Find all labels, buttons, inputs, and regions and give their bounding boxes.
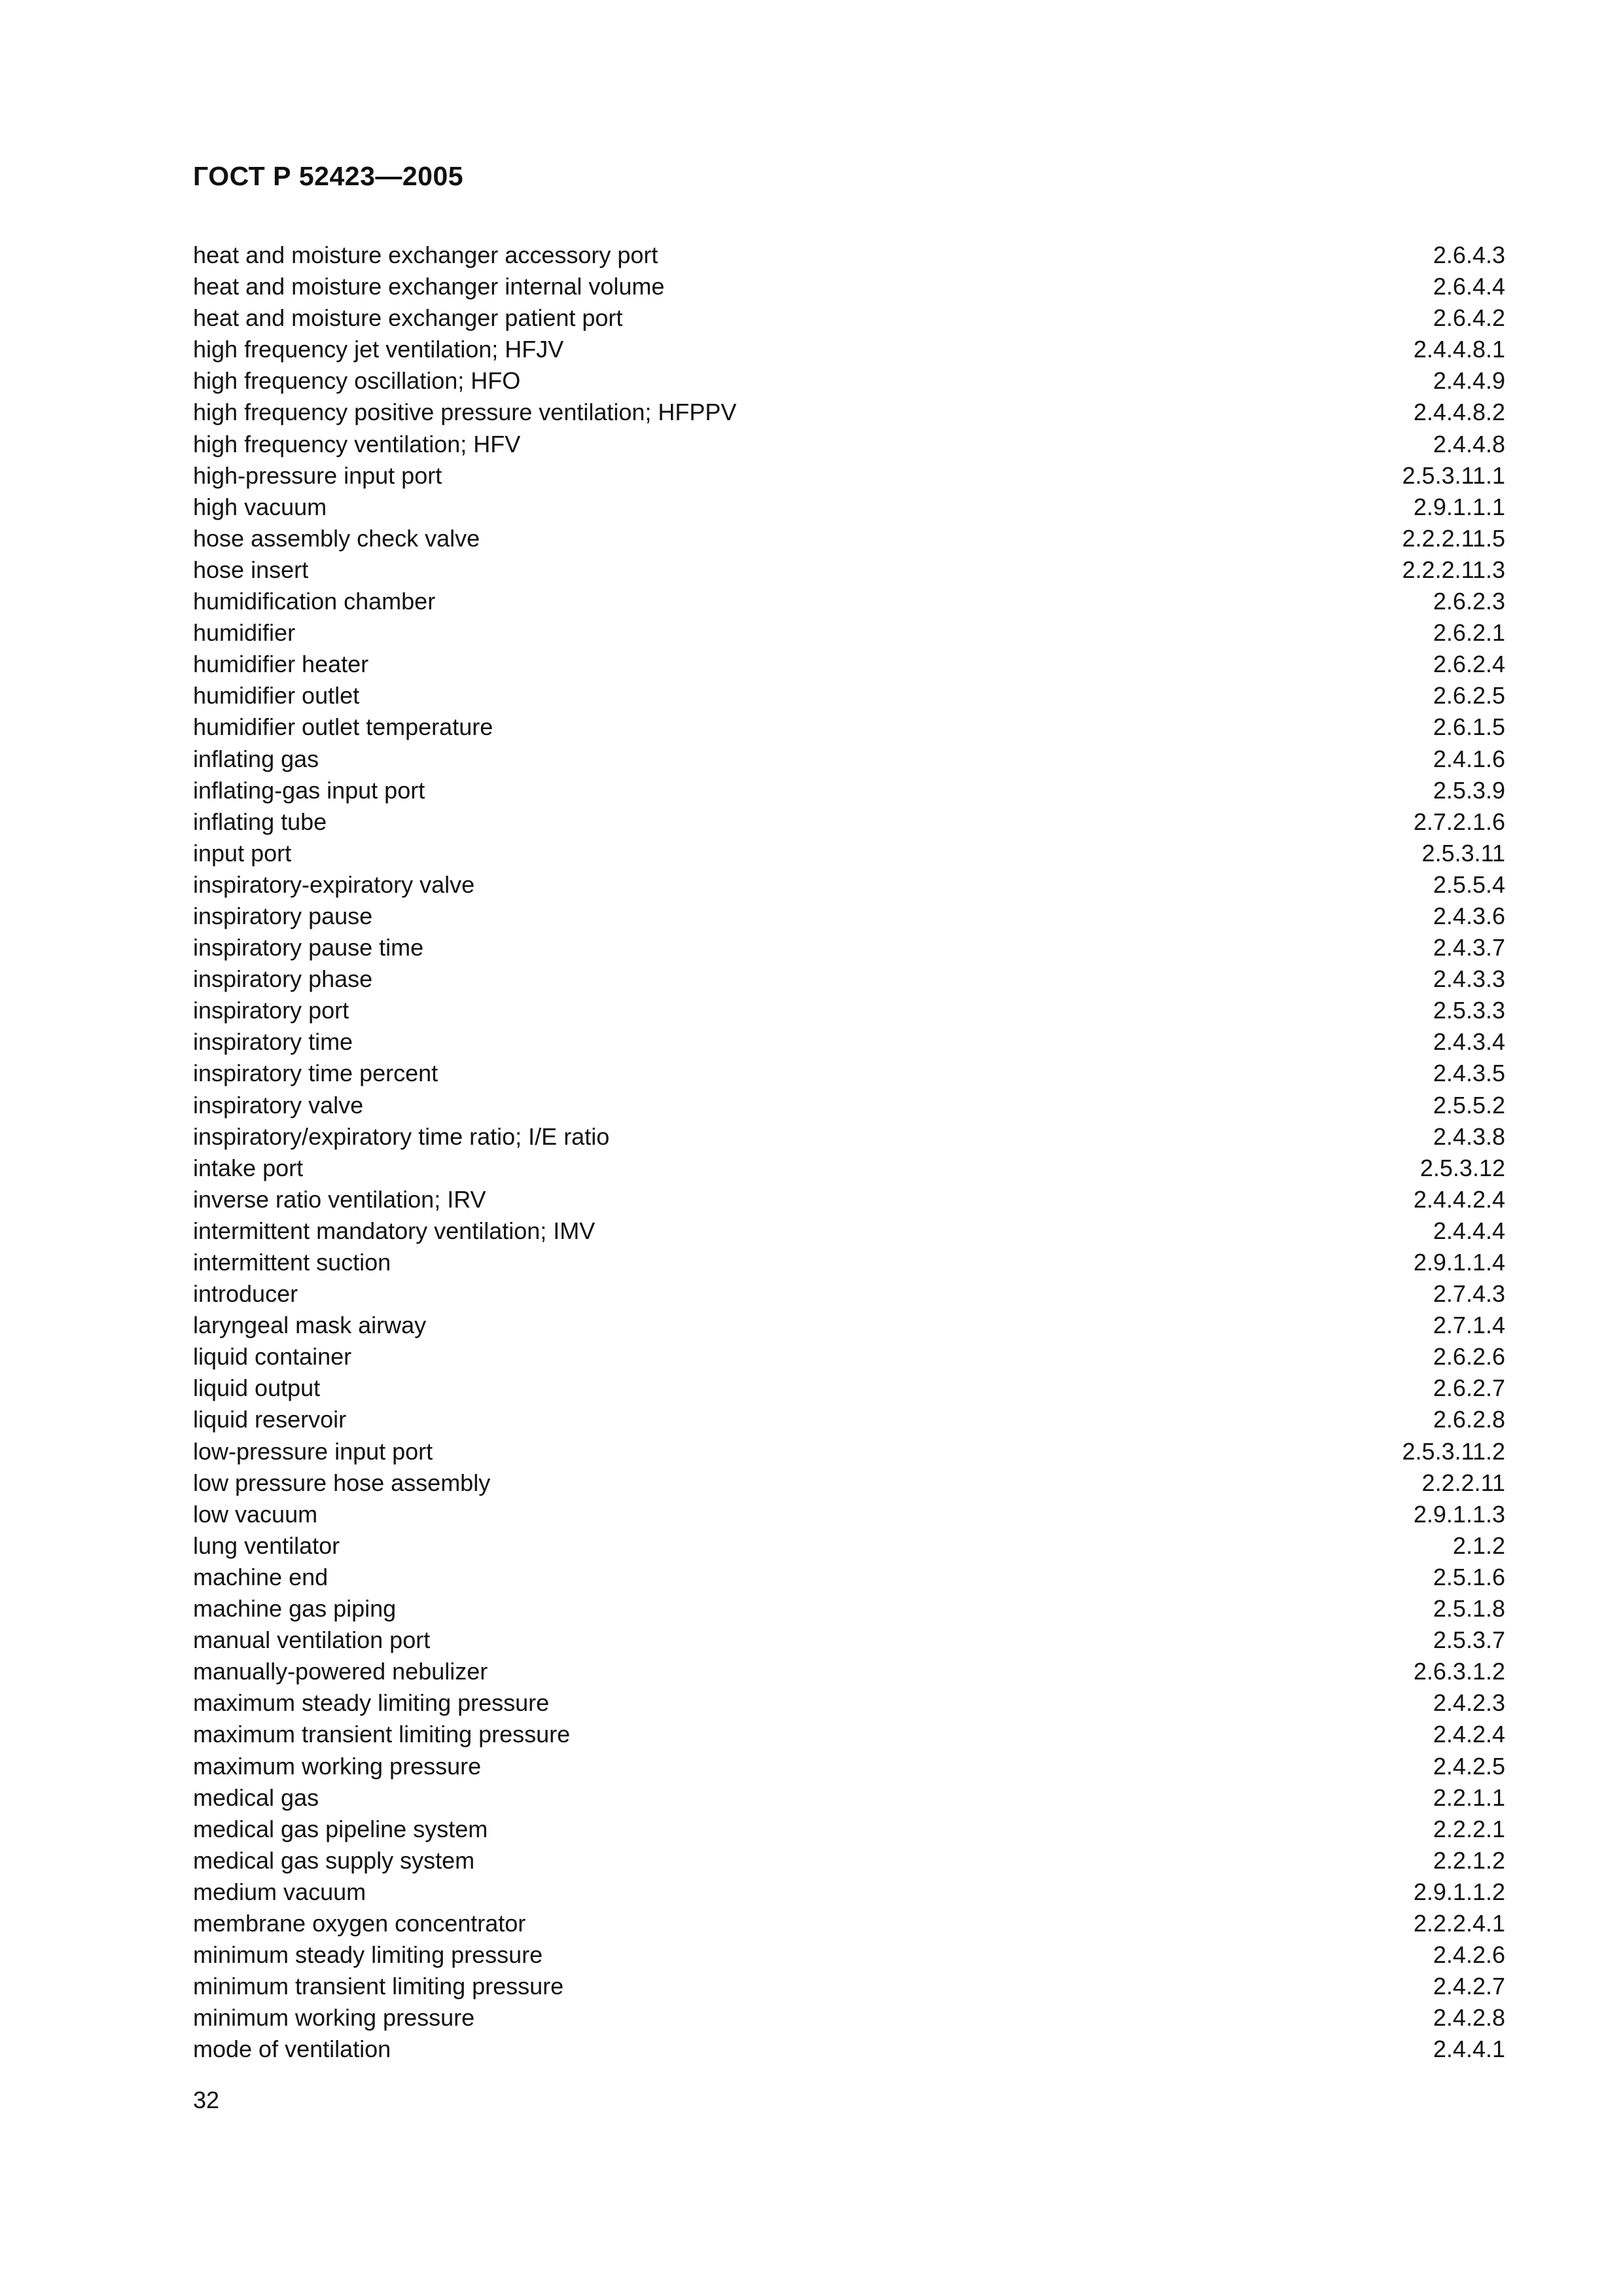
index-term: input port [193, 839, 292, 867]
index-term: maximum steady limiting pressure [193, 1689, 550, 1717]
index-section-ref: 2.7.4.3 [1433, 1280, 1505, 1308]
index-section-ref: 2.9.1.1.3 [1413, 1500, 1505, 1528]
index-section-ref: 2.6.1.5 [1433, 713, 1505, 741]
index-entry [193, 492, 1505, 523]
index-term: inverse ratio ventilation; IRV [193, 1185, 486, 1213]
index-term: liquid container [193, 1343, 352, 1371]
index-section-ref: 2.4.4.8.2 [1413, 399, 1505, 426]
index-term: minimum steady limiting pressure [193, 1941, 543, 1969]
index-term: high vacuum [193, 493, 327, 520]
index-entry [193, 397, 1505, 428]
index-section-ref: 2.5.3.11.2 [1402, 1437, 1505, 1465]
index-term: inflating gas [193, 745, 319, 772]
index-entry [193, 649, 1505, 680]
index-term: low-pressure input port [193, 1437, 433, 1465]
index-entry [193, 240, 1505, 271]
index-term: machine gas piping [193, 1595, 397, 1623]
index-term: high frequency jet ventilation; HFJV [193, 336, 564, 363]
index-entry [193, 1593, 1505, 1624]
index-section-ref: 2.5.1.6 [1433, 1563, 1505, 1590]
index-entry [193, 1530, 1505, 1562]
index-term: inspiratory port [193, 997, 349, 1024]
index-section-ref: 2.5.3.11.1 [1402, 461, 1505, 489]
index-section-ref: 2.5.3.9 [1433, 776, 1505, 804]
index-section-ref: 2.4.3.4 [1433, 1028, 1505, 1056]
index-entry [193, 680, 1505, 711]
index-entry [193, 617, 1505, 649]
index-entry [193, 1814, 1505, 1845]
index-term: inspiratory time percent [193, 1060, 438, 1087]
index-section-ref: 2.6.2.3 [1433, 588, 1505, 615]
index-entry [193, 2002, 1505, 2034]
index-entry [193, 1341, 1505, 1372]
index-term: maximum transient limiting pressure [193, 1721, 571, 1748]
index-entry [193, 1026, 1505, 1058]
alphabetical-term-index [193, 240, 1505, 2065]
index-section-ref: 2.4.4.1 [1433, 2036, 1505, 2063]
index-entry [193, 523, 1505, 554]
index-section-ref: 2.1.2 [1452, 1532, 1505, 1559]
index-entry [193, 271, 1505, 302]
index-term: hose assembly check valve [193, 524, 480, 552]
index-section-ref: 2.4.4.8.1 [1413, 336, 1505, 363]
index-entry [193, 901, 1505, 932]
index-entry [193, 932, 1505, 963]
index-entry [193, 1090, 1505, 1121]
index-entry [193, 1971, 1505, 2002]
index-entry [193, 963, 1505, 995]
index-section-ref: 2.2.1.1 [1433, 1784, 1505, 1811]
index-term: manual ventilation port [193, 1626, 431, 1654]
index-entry [193, 1121, 1505, 1153]
index-term: hose insert [193, 556, 309, 583]
index-term: liquid output [193, 1374, 321, 1402]
index-section-ref: 2.7.2.1.6 [1413, 808, 1505, 835]
index-entry [193, 1404, 1505, 1435]
index-entry [193, 1719, 1505, 1750]
index-term: minimum working pressure [193, 2004, 475, 2032]
index-section-ref: 2.6.2.4 [1433, 651, 1505, 678]
index-entry [193, 806, 1505, 838]
index-section-ref: 2.4.2.4 [1433, 1721, 1505, 1748]
index-section-ref: 2.2.2.11 [1421, 1469, 1505, 1496]
index-entry [193, 1499, 1505, 1530]
index-term: inspiratory phase [193, 965, 373, 993]
document-standard-id: ГОСТ Р 52423—2005 [193, 161, 464, 191]
index-entry [193, 554, 1505, 586]
index-term: liquid reservoir [193, 1406, 347, 1433]
index-entry [193, 460, 1505, 492]
index-section-ref: 2.4.4.2.4 [1413, 1185, 1505, 1213]
index-section-ref: 2.4.3.3 [1433, 965, 1505, 993]
index-section-ref: 2.4.1.6 [1433, 745, 1505, 772]
index-entry [193, 995, 1505, 1026]
index-entry [193, 1656, 1505, 1687]
index-term: machine end [193, 1563, 329, 1590]
index-term: intermittent suction [193, 1249, 391, 1276]
index-entry [193, 302, 1505, 334]
index-entry [193, 1153, 1505, 1184]
index-section-ref: 2.6.3.1.2 [1413, 1658, 1505, 1685]
index-section-ref: 2.9.1.1.4 [1413, 1249, 1505, 1276]
index-section-ref: 2.4.3.6 [1433, 902, 1505, 929]
index-term: lung ventilator [193, 1532, 340, 1559]
index-section-ref: 2.9.1.1.2 [1413, 1878, 1505, 1905]
index-section-ref: 2.4.3.5 [1433, 1060, 1505, 1087]
index-section-ref: 2.6.4.4 [1433, 273, 1505, 300]
index-term: low pressure hose assembly [193, 1469, 491, 1496]
index-term: high-pressure input port [193, 461, 442, 489]
index-term: laryngeal mask airway [193, 1312, 427, 1339]
index-entry [193, 838, 1505, 869]
index-term: inflating-gas input port [193, 776, 425, 804]
index-term: humidifier [193, 619, 296, 647]
index-section-ref: 2.6.2.6 [1433, 1343, 1505, 1371]
index-entry [193, 1562, 1505, 1593]
index-section-ref: 2.4.2.6 [1433, 1941, 1505, 1969]
index-term: manually-powered nebulizer [193, 1658, 488, 1685]
index-entry [193, 1845, 1505, 1876]
index-section-ref: 2.5.3.12 [1419, 1154, 1505, 1181]
index-entry [193, 1687, 1505, 1719]
index-term: medical gas supply system [193, 1846, 475, 1874]
index-entry [193, 2034, 1505, 2065]
page-number: 32 [193, 2087, 220, 2113]
index-entry [193, 1908, 1505, 1939]
index-entry [193, 711, 1505, 743]
index-term: humidification chamber [193, 588, 436, 615]
index-term: high frequency ventilation; HFV [193, 430, 521, 457]
index-section-ref: 2.2.2.11.5 [1402, 524, 1505, 552]
index-entry [193, 1310, 1505, 1341]
index-entry [193, 365, 1505, 397]
index-section-ref: 2.2.2.11.3 [1402, 556, 1505, 583]
index-entry [193, 429, 1505, 460]
index-section-ref: 2.5.5.2 [1433, 1091, 1505, 1119]
index-entry [193, 744, 1505, 775]
index-term: inspiratory valve [193, 1091, 364, 1119]
index-entry [193, 1782, 1505, 1814]
index-term: membrane oxygen concentrator [193, 1909, 526, 1937]
index-term: introducer [193, 1280, 298, 1308]
index-term: inspiratory/expiratory time ratio; I/E ratio [193, 1122, 610, 1150]
index-term: medium vacuum [193, 1878, 366, 1905]
index-entry [193, 1215, 1505, 1247]
index-section-ref: 2.4.2.3 [1433, 1689, 1505, 1717]
index-term: humidifier heater [193, 651, 369, 678]
index-term: low vacuum [193, 1500, 318, 1528]
index-entry [193, 869, 1505, 901]
index-entry [193, 1436, 1505, 1467]
index-term: intake port [193, 1154, 304, 1181]
index-section-ref: 2.5.5.4 [1433, 870, 1505, 898]
index-entry [193, 1751, 1505, 1782]
index-section-ref: 2.6.4.3 [1433, 242, 1505, 268]
index-term: mode of ventilation [193, 2036, 391, 2063]
index-entry [193, 1058, 1505, 1089]
index-section-ref: 2.6.4.2 [1433, 304, 1505, 332]
index-section-ref: 2.4.3.7 [1433, 934, 1505, 961]
index-section-ref: 2.5.3.11 [1421, 839, 1505, 867]
index-section-ref: 2.9.1.1.1 [1413, 493, 1505, 520]
index-term: humidifier outlet temperature [193, 713, 493, 741]
index-entry [193, 1624, 1505, 1656]
index-section-ref: 2.4.3.8 [1433, 1122, 1505, 1150]
index-term: inspiratory time [193, 1028, 353, 1056]
index-section-ref: 2.2.2.1 [1433, 1815, 1505, 1842]
index-term: inspiratory pause [193, 902, 373, 929]
index-section-ref: 2.7.1.4 [1433, 1312, 1505, 1339]
index-section-ref: 2.4.4.8 [1433, 430, 1505, 457]
index-term: heat and moisture exchanger patient port [193, 304, 623, 332]
index-entry [193, 1467, 1505, 1499]
index-section-ref: 2.5.3.3 [1433, 997, 1505, 1024]
index-term: high frequency oscillation; HFO [193, 367, 521, 395]
index-term: medical gas pipeline system [193, 1815, 488, 1842]
index-entry [193, 1278, 1505, 1310]
index-term: humidifier outlet [193, 682, 360, 709]
index-entry [193, 1372, 1505, 1404]
index-entry [193, 1939, 1505, 1971]
index-section-ref: 2.4.2.7 [1433, 1973, 1505, 2000]
index-entry [193, 1184, 1505, 1215]
index-section-ref: 2.2.1.2 [1433, 1846, 1505, 1874]
index-section-ref: 2.4.4.9 [1433, 367, 1505, 395]
index-entry [193, 334, 1505, 365]
index-section-ref: 2.5.1.8 [1433, 1595, 1505, 1623]
index-term: heat and moisture exchanger accessory port [193, 242, 658, 268]
index-term: high frequency positive pressure ventilation; HFPPV [193, 399, 737, 426]
index-section-ref: 2.6.2.5 [1433, 682, 1505, 709]
index-term: medical gas [193, 1784, 319, 1811]
index-term: minimum transient limiting pressure [193, 1973, 564, 2000]
index-entry [193, 1876, 1505, 1908]
index-entry [193, 775, 1505, 806]
index-section-ref: 2.6.2.1 [1433, 619, 1505, 647]
index-section-ref: 2.6.2.7 [1433, 1374, 1505, 1402]
index-term: inspiratory pause time [193, 934, 424, 961]
index-entry [193, 1247, 1505, 1278]
index-term: inflating tube [193, 808, 327, 835]
index-term: intermittent mandatory ventilation; IMV [193, 1217, 596, 1244]
index-section-ref: 2.2.2.4.1 [1413, 1909, 1505, 1937]
index-entry [193, 586, 1505, 617]
index-section-ref: 2.4.2.8 [1433, 2004, 1505, 2032]
index-term: maximum working pressure [193, 1752, 482, 1780]
index-term: inspiratory-expiratory valve [193, 870, 475, 898]
index-section-ref: 2.4.4.4 [1433, 1217, 1505, 1244]
index-section-ref: 2.4.2.5 [1433, 1752, 1505, 1780]
index-term: heat and moisture exchanger internal volume [193, 273, 665, 300]
index-section-ref: 2.6.2.8 [1433, 1406, 1505, 1433]
index-section-ref: 2.5.3.7 [1433, 1626, 1505, 1654]
